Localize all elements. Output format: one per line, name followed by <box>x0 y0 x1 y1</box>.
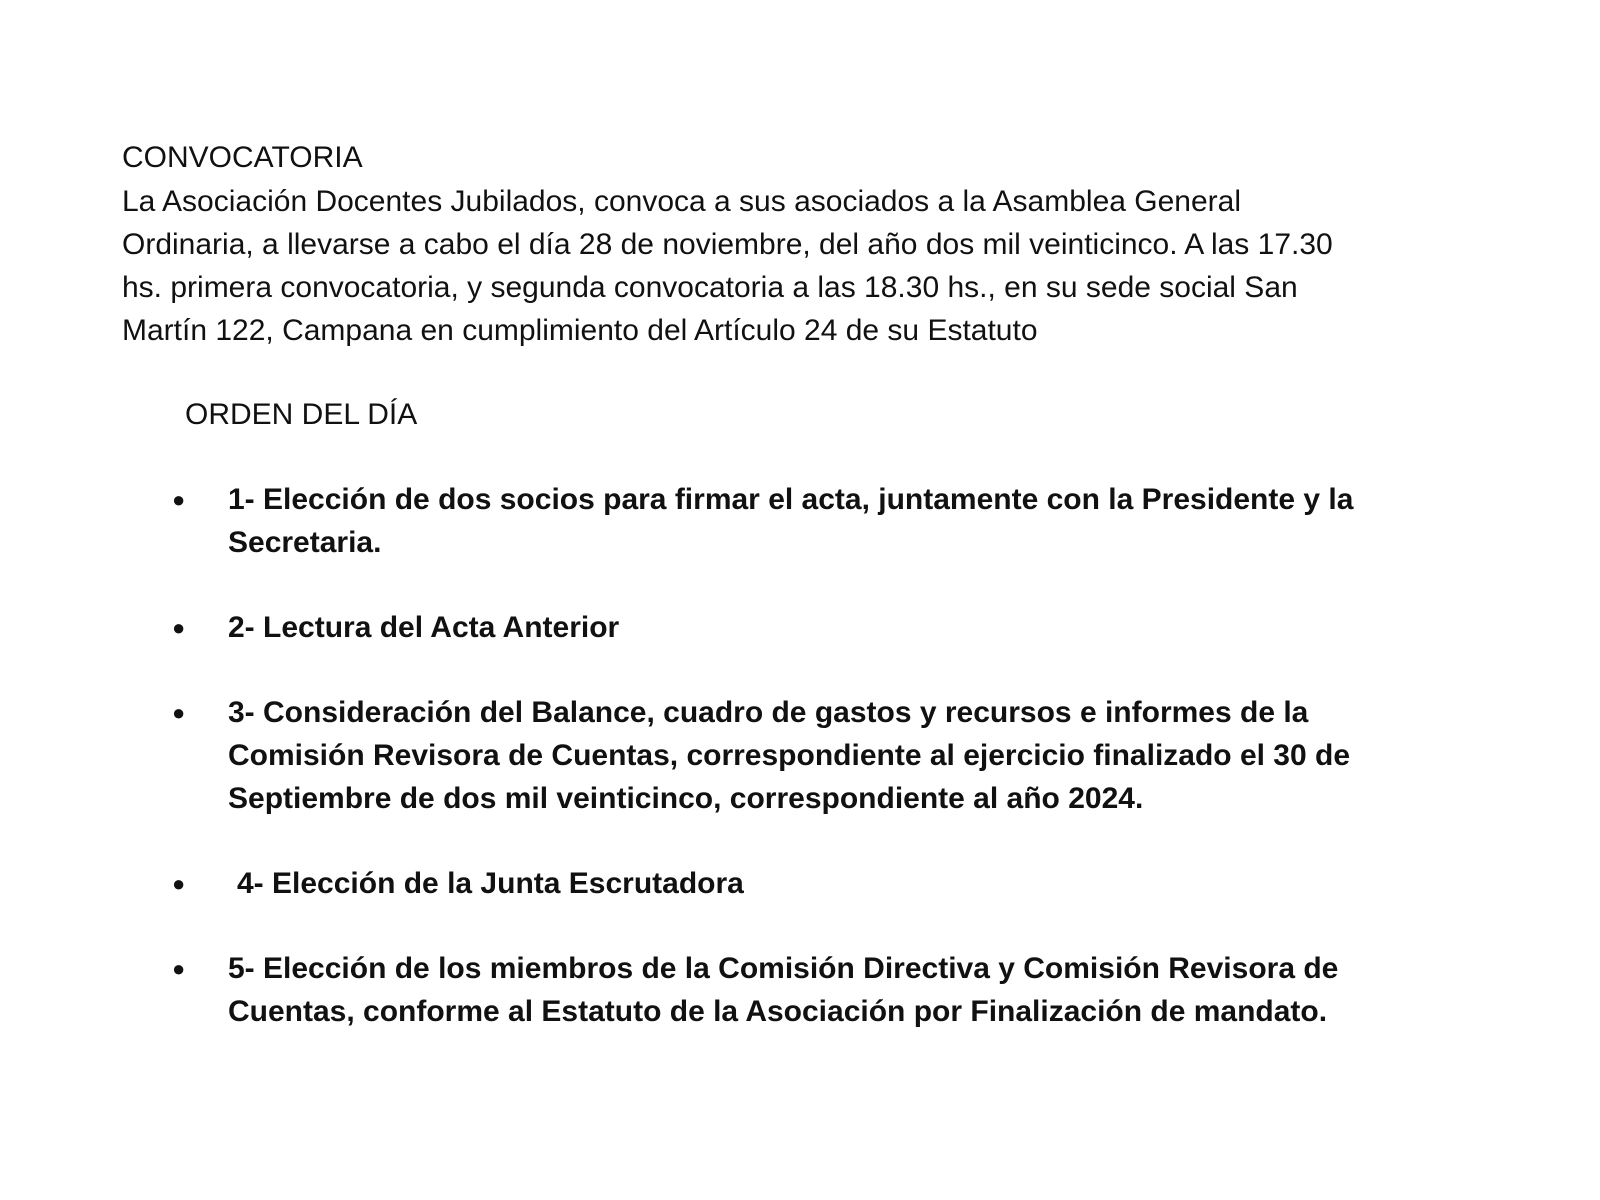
bullet-icon: ● <box>172 700 186 725</box>
convocation-paragraph <box>122 180 1333 352</box>
agenda-item-5 <box>172 947 1472 1033</box>
agenda-item-3 <box>172 691 1472 820</box>
agenda-item-line: 2- Lectura del Acta Anterior <box>228 611 620 644</box>
orden-del-dia-title: ORDEN DEL DÍA <box>185 398 418 431</box>
paragraph-line: La Asociación Docentes Jubilados, convoca a sus asociados a la Asamblea General <box>122 185 1242 218</box>
agenda-item-line: 1- Elección de dos socios para firmar el acta, juntamente con la Presidente y la <box>228 483 1354 516</box>
agenda-item-line: Comisión Revisora de Cuentas, correspondiente al ejercicio finalizado el 30 de <box>228 739 1351 772</box>
bullet-icon: ● <box>172 871 186 896</box>
agenda-item-1 <box>172 478 1472 564</box>
agenda-item-line: 3- Consideración del Balance, cuadro de gastos y recursos e informes de la <box>228 696 1309 729</box>
bullet-icon: ● <box>172 615 186 640</box>
agenda-item-line: 4- Elección de la Junta Escrutadora <box>237 867 744 900</box>
agenda-item-line: 5- Elección de los miembros de la Comisión Directiva y Comisión Revisora de <box>228 952 1339 985</box>
agenda-item-line: Secretaria. <box>228 526 382 559</box>
paragraph-line: hs. primera convocatoria, y segunda convocatoria a las 18.30 hs., en su sede social San <box>122 271 1298 304</box>
agenda-item-2 <box>172 606 1472 649</box>
paragraph-line: Martín 122, Campana en cumplimiento del Artículo 24 de su Estatuto <box>122 314 1038 347</box>
paragraph-line: Ordinaria, a llevarse a cabo el día 28 de noviembre, del año dos mil veinticinco. A las 17.30 <box>122 228 1333 261</box>
agenda-item-line: Septiembre de dos mil veinticinco, correspondiente al año 2024. <box>228 782 1144 815</box>
agenda-item-4 <box>172 862 1472 905</box>
document-heading: CONVOCATORIA <box>122 141 363 174</box>
agenda-item-line: Cuentas, conforme al Estatuto de la Asociación por Finalización de mandato. <box>228 995 1328 1028</box>
agenda-list <box>172 478 1472 1075</box>
bullet-icon: ● <box>172 487 186 512</box>
bullet-icon: ● <box>172 956 186 981</box>
